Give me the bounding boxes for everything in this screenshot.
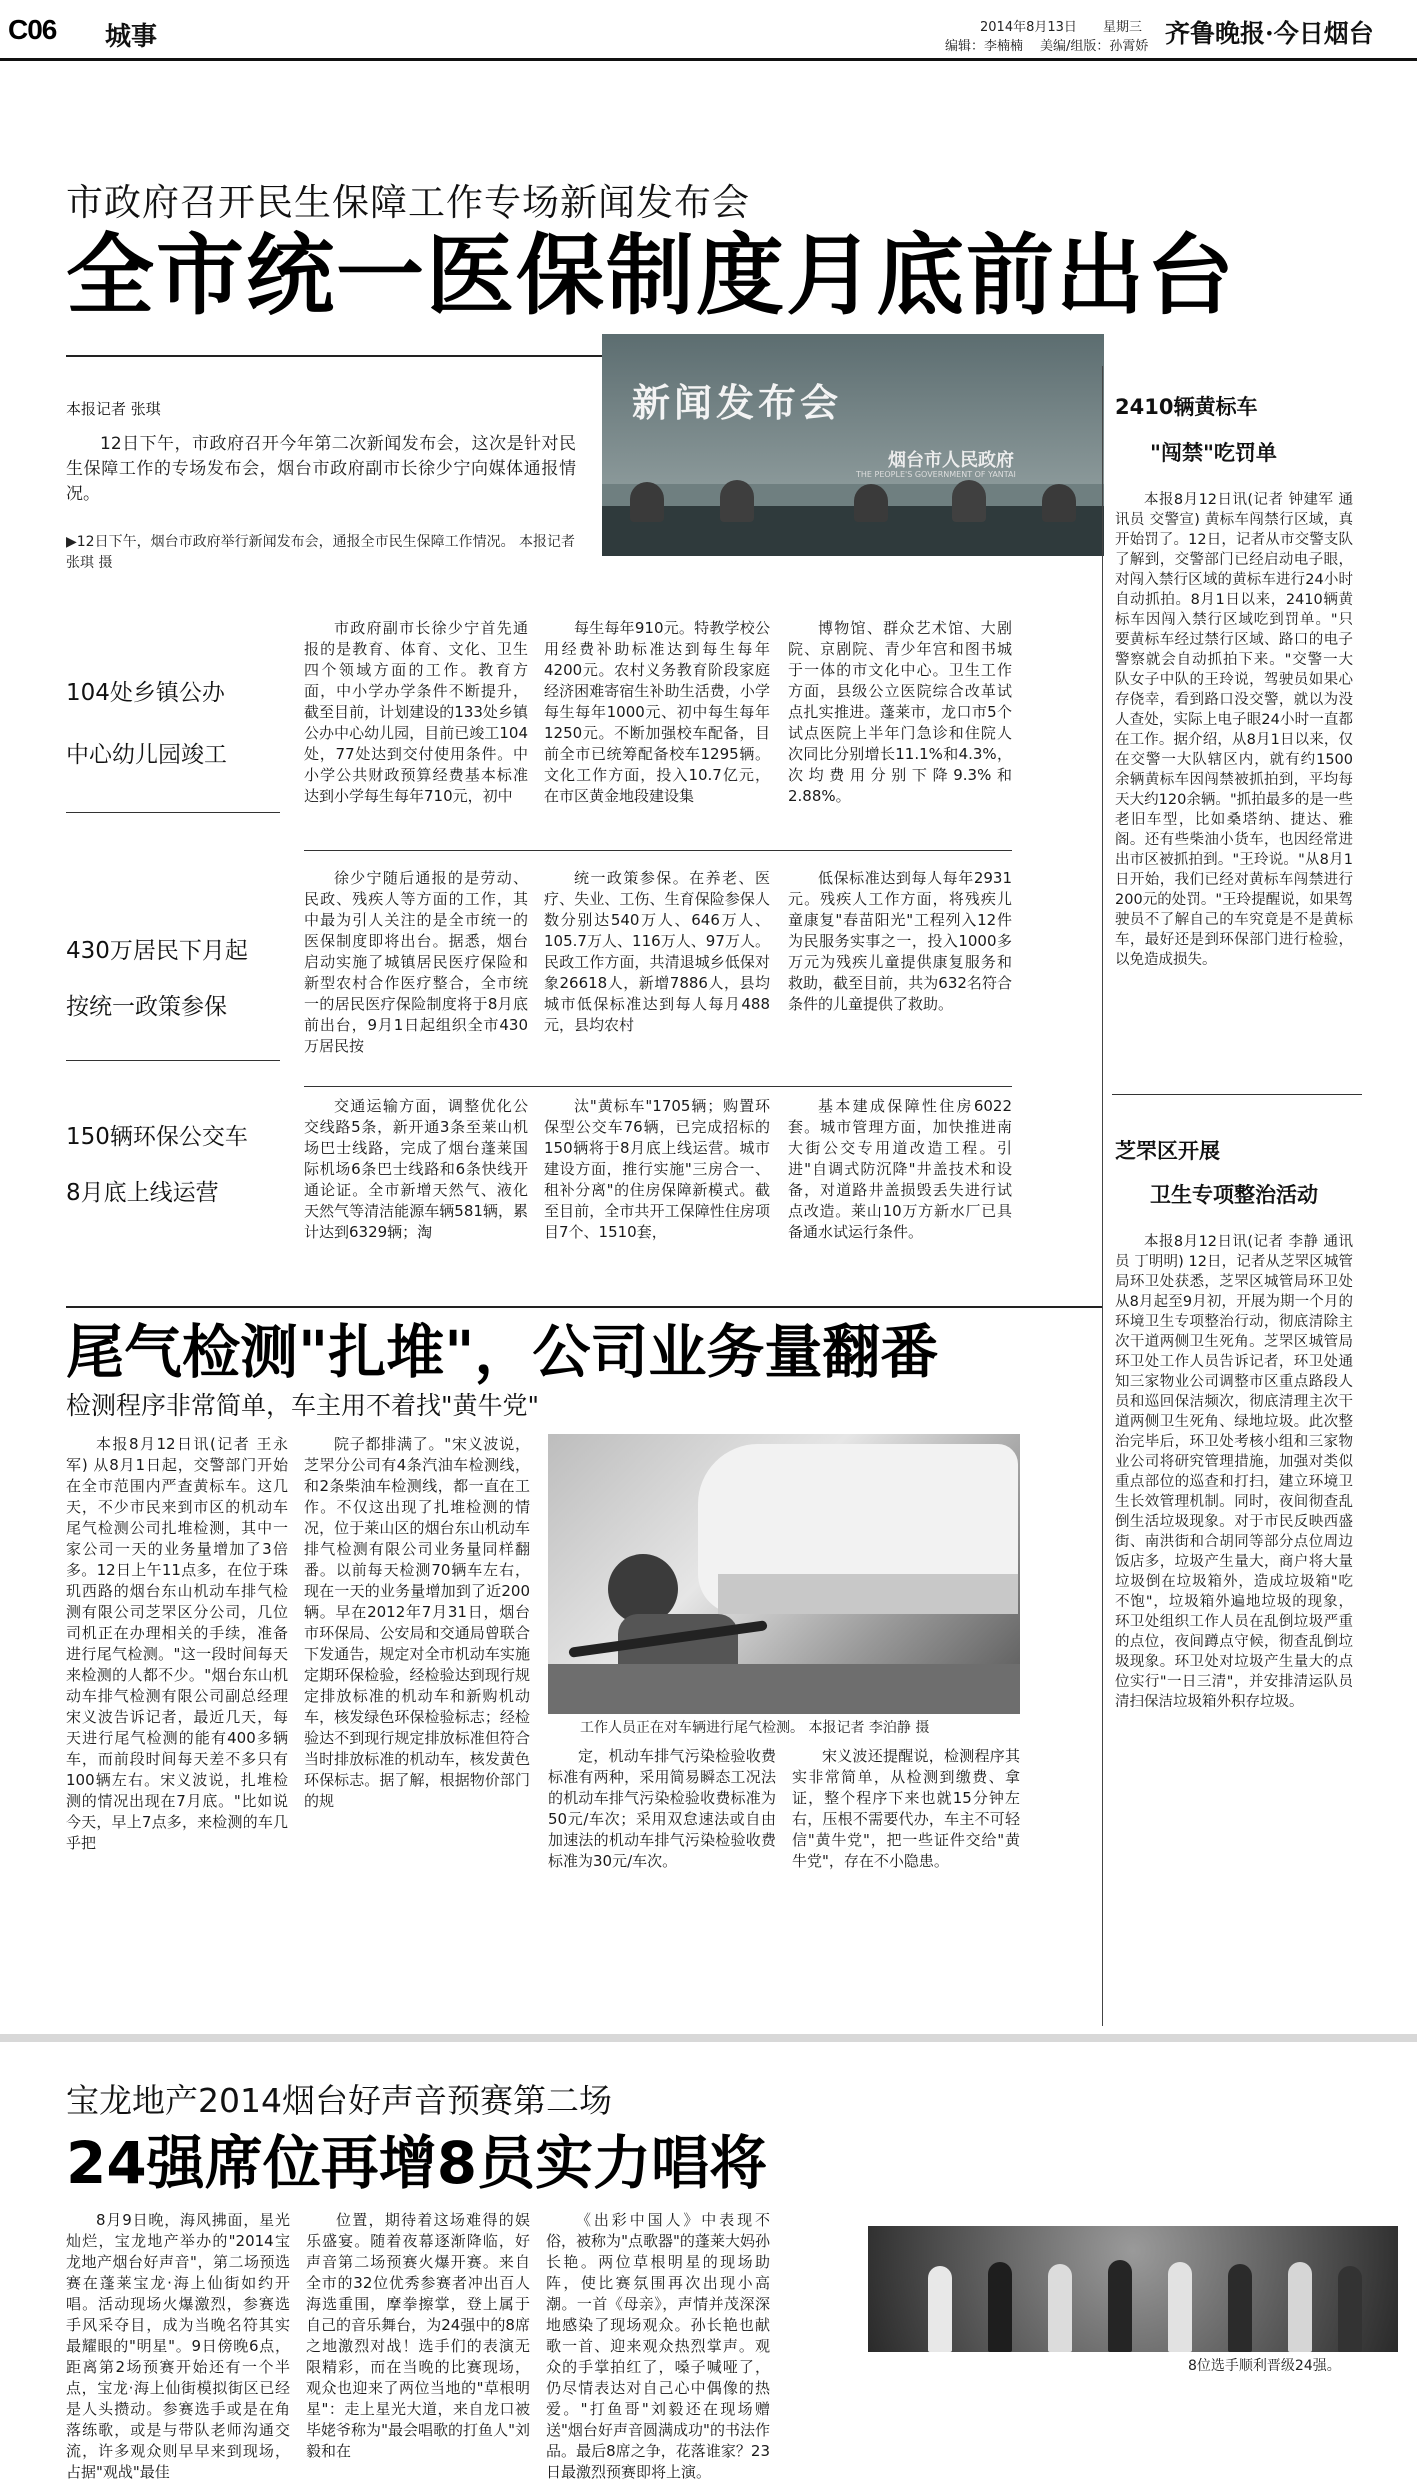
article2-headline: 尾气检测"扎堆"，公司业务量翻番 — [66, 1318, 939, 1386]
block2-col2 — [544, 868, 770, 1078]
block1-col3 — [788, 618, 1012, 832]
article3-kicker: 宝龙地产2014烟台好声音预赛第二场 — [66, 2081, 612, 2120]
divider — [66, 1306, 1102, 1308]
press-photo-caption-text: ▶12日下午，烟台市政府举行新闻发布会，通报全市民生保障工作情况。 本报记者 张琪 摄 — [66, 534, 576, 571]
article3-col3 — [546, 2210, 770, 2481]
body-text: 博物馆、群众艺术馆、大剧院、京剧院、青少年宫和图书城于一体的市文化中心。卫生工作方面，县级公立医院综合改革试点扎实推进。蓬莱市，龙口市5个试点医院上半年门急诊和住院人次同比分别增长11.1%和4.3%，次均费用分别下降9.3%和2.88%。 — [788, 619, 1012, 805]
body-text: 本报8月12日讯(记者 王永军) 从8月1日起，交警部门开始在全市范围内严查黄标车。这几天，不少市民来到市区的机动车尾气检测公司扎堆检测，其中一家公司一天的业务量增加了3倍多。12日上午11点多，在位于珠玑西路的烟台东山机动车排气检测有限公司芝罘区分公司，几位司机正在办理相关的手续，准备进行尾气检测。"这一段时间每天来检测的人都不少。"烟台东山机动车排气检测有限公司副总经理宋义波告诉记者，最近几天，每天进行尾气检测的能有400多辆车，而前段时间每天差不多只有100辆左右。宋义波说，扎堆检测的情况出现在7月底。"比如说今天，早上7点多，来检测的车几乎把 — [66, 1435, 288, 1852]
article2-subhead: 检测程序非常简单，车主用不着找"黄牛党" — [66, 1391, 539, 1420]
body-text: 宋义波还提醒说，检测程序其实非常简单，从检测到缴费、拿证，整个程序下来也就15分钟左右，压根不需要代办，车主不可轻信"黄牛党"，把一些证件交给"黄牛党"，存在不小隐患。 — [792, 1747, 1020, 1870]
sidebar2-body — [1115, 1232, 1353, 2024]
block1-col2 — [544, 618, 770, 832]
body-text: 低保标准达到每人每年2931元。残疾人工作方面，将残疾儿童康复"春苗阳光"工程列入12件为民服务实事之一，投入1000多万元为残疾儿童提供康复服务和救助，截至目前，共为632名符合条件的儿童提供了救助。 — [788, 869, 1012, 1013]
sidebar1-title-line1: 2410辆黄标车 — [1115, 395, 1258, 419]
body-text: 位置，期待着这场难得的娱乐盛宴。随着夜幕逐渐降临，好声音第二场预赛火爆开赛。来自全市的32位优秀参赛者冲出百人海选重围，摩拳擦掌，登上属于自己的音乐舞台，为24强中的8席之地激烈对战！选手们的表演无限精彩，而在当晚的比赛现场，观众也迎来了两位当地的"草根明星"：走上星光大道，来自龙口被毕姥爷称为"最会唱歌的打鱼人"刘毅和在 — [306, 2211, 530, 2460]
block2-col3 — [788, 868, 1012, 1078]
emission-photo-caption — [580, 1718, 1020, 1738]
block2-col1 — [304, 868, 528, 1078]
emission-test-photo — [548, 1434, 1020, 1714]
singers-photo-caption — [1188, 2356, 1388, 2376]
subhead-bus-2: 8月底上线运营 — [66, 1180, 219, 1206]
article2-col4 — [792, 1746, 1020, 1996]
subhead-insurance-1: 430万居民下月起 — [66, 938, 248, 964]
emission-photo-caption-text: 工作人员正在对车辆进行尾气检测。 本报记者 李泊静 摄 — [580, 1720, 930, 1736]
article2-col1 — [66, 1434, 288, 2004]
column-divider — [1102, 366, 1103, 2026]
masthead-date: 2014年8月13日 — [980, 20, 1077, 35]
body-text: 定，机动车排气污染检验收费标准有两种，采用简易瞬态工况法的机动车排气污染检验收费标准为50元/车次；采用双怠速法或自由加速法的机动车排气污染检验收费标准为30元/车次。 — [548, 1747, 776, 1870]
masthead-rule — [0, 58, 1417, 61]
photo-sign-en: THE PEOPLE'S GOVERNMENT OF YANTAI — [856, 470, 1016, 479]
divider — [66, 1060, 280, 1061]
body-text: 市政府副市长徐少宁首先通报的是教育、体育、文化、卫生四个领域方面的工作。教育方面，中小学办学条件不断提升，截至目前，计划建设的133处乡镇公办中心幼儿园，目前已竣工104处，77处达到交付使用条件。中小学公共财政预算经费基本标准达到小学每生每年710元，初中 — [304, 619, 528, 805]
article1-byline: 本报记者 张琪 — [66, 400, 161, 418]
article2-col2 — [304, 1434, 530, 2004]
article3-col1 — [66, 2210, 290, 2481]
photo-sign-cn: 烟台市人民政府 — [888, 450, 1014, 471]
photo-banner: 新闻发布会 — [632, 381, 843, 425]
subhead-bus-1: 150辆环保公交车 — [66, 1124, 248, 1150]
article3-col2 — [306, 2210, 530, 2460]
article1-lead — [66, 432, 576, 509]
singers-photo — [868, 2226, 1398, 2352]
divider — [1112, 1094, 1362, 1095]
body-text: 统一政策参保。在养老、医疗、失业、工伤、生育保险参保人数分别达540万人、646万人、105.7万人、116万人、97万人。民政工作方面，共清退城乡低保对象26618人，新增7886人，县均城市低保标准达到每人每月488元，县均农村 — [544, 869, 770, 1034]
sidebar1-body — [1115, 490, 1353, 1080]
article2-col3 — [548, 1746, 776, 1996]
body-text: 基本建成保障性住房6022套。城市管理方面，加快推进南大街公交专用道改造工程。引进"自调式防沉降"井盖技术和设备，对道路井盖损毁丢失进行试点改造。莱山10万方新水厂已具备通水试运行条件。 — [788, 1097, 1012, 1241]
press-conference-photo — [602, 334, 1104, 556]
divider — [66, 812, 280, 813]
masthead-designer: 美编/组版：孙霄娇 — [1040, 39, 1149, 54]
singers-photo-caption-text: 8位选手顺利晋级24强。 — [1188, 2358, 1341, 2374]
article1-lead-text: 12日下午，市政府召开今年第二次新闻发布会，这次是针对民生保障工作的专场发布会，烟台市政府副市长徐少宁向媒体通报情况。 — [66, 434, 576, 504]
subhead-insurance-2: 按统一政策参保 — [66, 994, 227, 1020]
sidebar1-body-text: 本报8月12日讯(记者 钟建军 通讯员 交警宣) 黄标车闯禁行区域，真开始罚了。12日，记者从市交警支队了解到，交警部门已经启动电子眼，对闯入禁行区域的黄标车进行24小时自动抓拍。8月1日以来，2410辆黄标车因闯入禁行区域吃到罚单。"只要黄标车经过禁行区域、路口的电子警察就会自动抓拍下来。"交警一大队女子中队的王玲说，驾驶员如果心存侥幸，看到路口没交警，就以为没人查处，实际上电子眼24小时一直都在工作。据介绍，从8月1日以来，仅在交警一大队辖区内，就有约1500余辆黄标车因闯禁被抓拍到，平均每天大约120余辆。"抓拍最多的是一些老旧车型，比如桑塔纳、捷达、雅阁。还有些柴油小货车，也因经常进出市区被抓拍到。"王玲说。"从8月1日开始，我们已经对黄标车闯禁进行200元的处罚。"王玲提醒说，如果驾驶员不了解自己的车究竟是不是黄标车，最好还是到环保部门进行检验，以免造成损失。 — [1115, 492, 1353, 968]
page-code: C06 — [8, 14, 57, 45]
divider — [0, 2034, 1417, 2042]
masthead — [0, 0, 1417, 62]
divider — [304, 850, 1012, 851]
body-text: 8月9日晚，海风拂面，星光灿烂，宝龙地产举办的"2014宝龙地产烟台好声音"，第二场预选赛在蓬莱宝龙·海上仙街如约开唱。活动现场火爆激烈，参赛选手风采夺目，成为当晚名符其实最耀眼的"明星"。9日傍晚6点，距离第2场预赛开始还有一个半点，宝龙·海上仙街模拟街区已经是人头攒动。参赛选手或是在角落练歌，或是与带队老师沟通交流，许多观众则早早来到现场，占据"观战"最佳 — [66, 2211, 290, 2481]
sidebar2-title-line1: 芝罘区开展 — [1115, 1139, 1220, 1163]
sidebar2-body-text: 本报8月12日讯(记者 李静 通讯员 丁明明) 12日，记者从芝罘区城管局环卫处获悉，芝罘区城管局环卫处从8月起至9月初，开展为期一个月的环境卫生专项整治行动，彻底清除主次干道两侧卫生死角。芝罘区城管局环卫处工作人员告诉记者，环卫处通知三家物业公司调整市区重点路段人员和巡回保洁频次，彻底清理主次干道两侧卫生死角、绿地垃圾。此次整治完毕后，环卫处考核小组和三家物业公司将研究管理措施，加强对类似重点部位的巡查和打扫，建立环境卫生长效管理机制。同时，夜间彻查乱倒生活垃圾现象。对于市民反映西盛街、南洪街和合胡同等部分点位周边饭店多，垃圾产生量大，商户将大量垃圾倒在垃圾箱外，造成垃圾箱"吃不饱"，垃圾箱外遍地垃圾的现象，环卫处组织工作人员在乱倒垃圾严重的点位，夜间蹲点守候，彻查乱倒垃圾现象。环卫处对垃圾产生量大的点位实行"一日三清"，并安排清运队员清扫保洁垃圾箱外积存垃圾。 — [1115, 1234, 1353, 1710]
body-text: 《出彩中国人》中表现不俗，被称为"点歌器"的蓬莱大妈孙长艳。两位草根明星的现场助阵，使比赛氛围再次出现小高潮。一首《母亲》，声情并茂深深地感染了现场观众。孙长艳也献歌一首、迎来观众热烈掌声。观众的手掌拍红了，嗓子喊哑了，仍尽情表达对自己心中偶像的热爱。"打鱼哥"刘毅还在现场赠送"烟台好声音圆满成功"的书法作品。最后8席之争，花落谁家？23日最激烈预赛即将上演。 — [546, 2211, 770, 2481]
subhead-kindergarten-2: 中心幼儿园竣工 — [66, 742, 227, 768]
section-name: 城事 — [105, 22, 158, 52]
body-text: 徐少宁随后通报的是劳动、民政、残疾人等方面的工作，其中最为引人关注的是全市统一的医保制度即将出台。据悉，烟台启动实施了城镇居民医疗保险和新型农村合作医疗整合，全市统一的居民医疗保险制度将于8月底前出台，9月1日起组织全市430万居民按 — [304, 869, 528, 1055]
body-text: 汰"黄标车"1705辆；购置环保型公交车76辆，已完成招标的150辆将于8月底上线运营。城市建设方面，推行实施"三房合一、租补分离"的住房保障新模式。截至目前，全市共开工保障性住房项目7个、1510套， — [544, 1097, 770, 1241]
body-text: 院子都排满了。"宋义波说，芝罘分公司有4条汽油车检测线，和2条柴油车检测线，都一直在工作。不仅这出现了扎堆检测的情况，位于莱山区的烟台东山机动车排气检测有限公司业务量同样翻番。以前每天检测70辆车左右，现在一天的业务量增加到了近200辆。早在2012年7月31日，烟台市环保局、公安局和交通局曾联合下发通告，规定对全市机动车实施定期环保检验，经检验达到现行规定排放标准的机动车和新购机动车，核发绿色环保检验标志；经检验达不到现行规定排放标准但符合当时排放标准的机动车，核发黄色环保标志。据了解，根据物价部门的规 — [304, 1435, 530, 1810]
masthead-weekday: 星期三 — [1103, 20, 1143, 35]
body-text: 交通运输方面，调整优化公交线路5条，新开通3条至莱山机场巴士线路，完成了烟台蓬莱国际机场6条巴士线路和6条快线开通论证。全市新增天然气、液化天然气等清洁能源车辆581辆，累计达到6329辆；淘 — [304, 1097, 528, 1241]
body-text: 每生每年910元。特教学校公用经费补助标准达到每生每年4200元。农村义务教育阶段家庭经济困难寄宿生补助生活费，小学每生每年1000元、初中每生每年1250元。不断加强校车配备，目前全市已统筹配备校车1295辆。文化工作方面，投入10.7亿元，在市区黄金地段建设集 — [544, 619, 770, 805]
masthead-editor: 编辑：李楠楠 — [945, 39, 1024, 54]
press-photo-caption — [66, 532, 586, 574]
article1-headline: 全市统一医保制度月底前出台 — [66, 224, 1237, 327]
sidebar2-title-line2: 卫生专项整治活动 — [1150, 1183, 1318, 1207]
brand-logo: 齐鲁晚报·今日烟台 — [1165, 19, 1374, 48]
sidebar1-title-line2: "闯禁"吃罚单 — [1150, 441, 1277, 465]
block3-col3 — [788, 1096, 1012, 1292]
block1-col1 — [304, 618, 528, 832]
article1-kicker: 市政府召开民生保障工作专场新闻发布会 — [66, 181, 750, 224]
block3-col2 — [544, 1096, 770, 1292]
subhead-kindergarten-1: 104处乡镇公办 — [66, 680, 225, 706]
block3-col1 — [304, 1096, 528, 1292]
divider — [304, 1086, 1012, 1087]
article3-headline: 24强席位再增8员实力唱将 — [66, 2129, 768, 2197]
